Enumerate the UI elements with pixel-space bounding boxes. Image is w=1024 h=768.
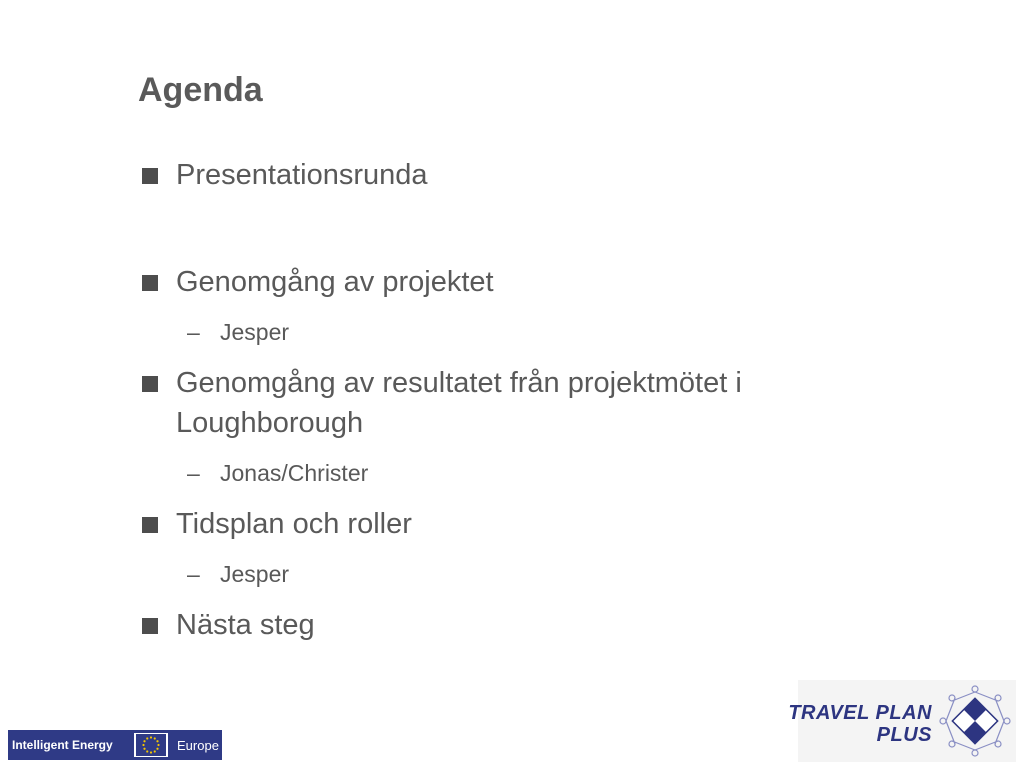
agenda-item-5 bbox=[140, 605, 880, 645]
dash-marker: – bbox=[187, 561, 200, 587]
agenda-subitem-label: Jesper bbox=[220, 561, 290, 587]
agenda-subitem bbox=[187, 458, 368, 488]
ie-logo-text: Intelligent Energy bbox=[12, 738, 113, 752]
agenda-item-3 bbox=[140, 363, 880, 443]
agenda-item-4 bbox=[140, 504, 880, 544]
dash-marker: – bbox=[187, 319, 200, 345]
ie-logo-europe-text: Europe bbox=[177, 737, 219, 753]
agenda-item-label-line1: Genomgång av resultatet från projektmötet i bbox=[176, 367, 742, 399]
dash-marker: – bbox=[187, 460, 200, 486]
tpp-logo-line1: TRAVEL PLAN bbox=[788, 702, 932, 724]
agenda-item-1 bbox=[140, 155, 880, 195]
agenda-item-label-line2: Loughborough bbox=[176, 407, 364, 439]
agenda-item-label: Presentationsrunda bbox=[176, 159, 428, 191]
square-bullet-icon bbox=[142, 618, 158, 634]
agenda-subitem-label: Jesper bbox=[220, 319, 290, 345]
tpp-logo-line2: PLUS bbox=[876, 724, 932, 746]
agenda-subitem bbox=[187, 317, 289, 347]
agenda-item-label: Genomgång av projektet bbox=[176, 266, 494, 298]
agenda-item-label bbox=[176, 363, 880, 443]
intelligent-energy-europe-logo bbox=[8, 730, 222, 760]
square-bullet-icon bbox=[142, 376, 158, 392]
agenda-subitem bbox=[187, 559, 289, 589]
agenda-item-2 bbox=[140, 262, 880, 302]
square-bullet-icon bbox=[142, 517, 158, 533]
checkered-diamond-icon bbox=[938, 684, 1012, 758]
slide-title: Agenda bbox=[138, 71, 263, 109]
square-bullet-icon bbox=[142, 168, 158, 184]
agenda-subitem-label: Jonas/Christer bbox=[220, 460, 369, 486]
agenda-item-label: Tidsplan och roller bbox=[176, 508, 412, 540]
square-bullet-icon bbox=[142, 275, 158, 291]
agenda-item-label: Nästa steg bbox=[176, 609, 315, 641]
eu-flag-icon bbox=[134, 733, 168, 757]
travel-plan-plus-logo bbox=[788, 680, 1016, 762]
